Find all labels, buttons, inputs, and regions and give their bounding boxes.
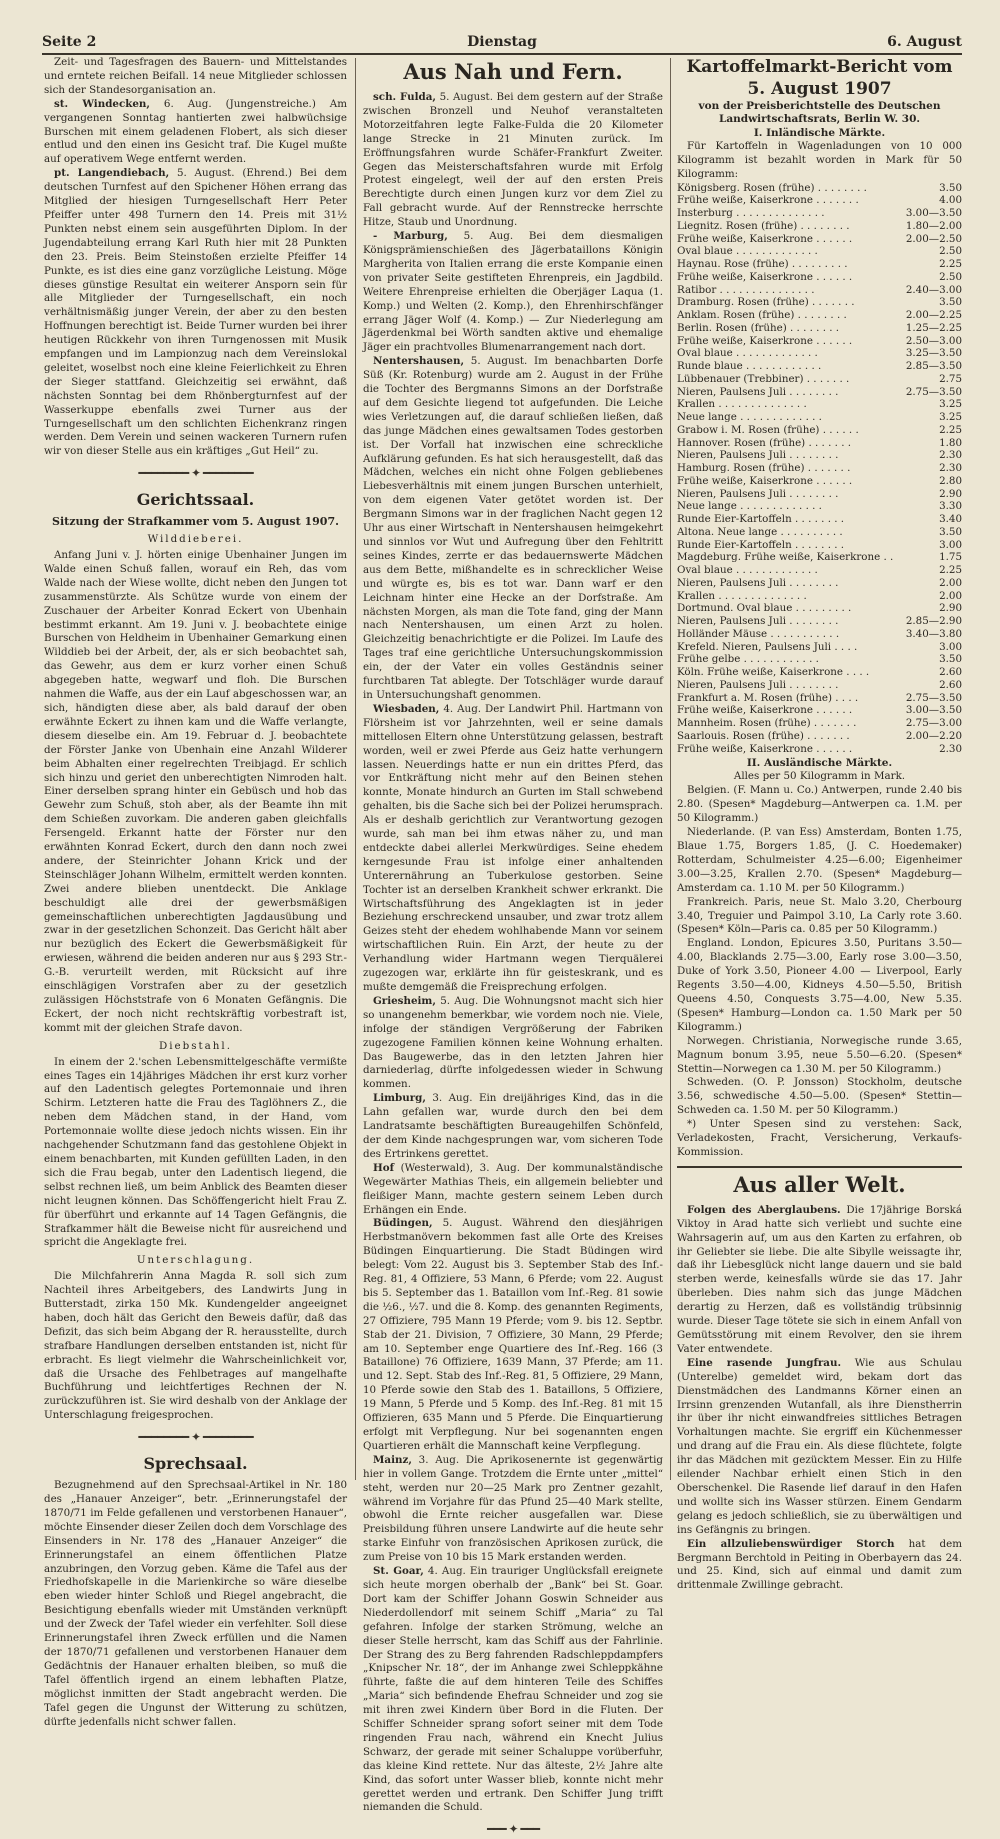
article-paragraph: Die Milchfahrerin Anna Magda R. soll sich zum Nachteil ihres Arbeitgebers, des Landwirts Jung in Butterstadt, zirka 150 Mk. Kundengelder angeeignet haben, doch hält das Gericht den Beweis dafür, daß das Defizit, das sich beim Abgang der R. herausstellte, durch strafbare Handlungen derselben entstanden ist, nicht für erbracht. Es liegt vielmehr die Wahrscheinlichkeit vor, daß die Ursache des Fehlbetrages auf mangelhafte Buchführung und leichtfertiges Rechnen der N. zurückzuführen ist. Sie wird deshalb von der Anklage der Unterschlagung freigesprochen. [44, 1270, 347, 1422]
price-row [677, 653, 962, 666]
price-row [677, 398, 962, 411]
section-heading-aus-nah-und-fern: Aus Nah und Fern. [403, 59, 623, 84]
market-name: Lübbenauer (Trebbiner) . . . . . . . [677, 372, 850, 385]
market-name: Frühe weiße, Kaiserkrone . . . . . . [677, 232, 853, 245]
price-row [677, 500, 962, 513]
market-name: Neue lange . . . . . . . . . . . . . [677, 411, 822, 424]
dateline: - Marburg, [373, 230, 448, 243]
column-divider-1 [355, 58, 356, 1480]
price-value: 2.75—3.50 [905, 691, 962, 704]
market-name: Dramburg. Rosen (frühe) . . . . . . . [677, 296, 855, 309]
price-row [677, 462, 962, 475]
price-value: 1.80—2.00 [905, 219, 962, 232]
price-value: 2.50 [939, 270, 962, 283]
price-row [677, 182, 962, 195]
price-value: 3.50 [939, 525, 962, 538]
market-footnote: *) Unter Spesen sind zu verstehen: Sack, Verladekosten, Fracht, Versicherung, Verkaufs-Kommission. [677, 1118, 962, 1158]
news-item: Hof (Westerwald), 3. Aug. Der kommunalständische Wegewärter Mathias Theis, ein allgemein beliebter und fleißiger Mann, machte gestern seinem Leben durch Erhängen ein Ende. [363, 1161, 663, 1216]
section-heading-gerichtssaal: Gerichtssaal. [136, 490, 255, 510]
price-row [677, 577, 962, 590]
section-rule [677, 1166, 962, 1168]
price-row [677, 347, 962, 360]
price-value: 3.00—3.50 [905, 704, 962, 717]
market-name: Nieren, Paulsens Juli . . . . . . . . [677, 449, 839, 462]
price-value: 2.80 [939, 474, 962, 487]
foreign-market-entry: Frankreich. Paris, neue St. Malo 3.20, Cherbourg 3.40, Treguier und Paimpol 3.10, La Carly rote 3.60. (Spesen* Köln—Paris ca. 0.85 per 50 Kilogramm.) [677, 895, 962, 936]
market-name: Nieren, Paulsens Juli . . . . . . . . [677, 576, 839, 589]
news-item: Limburg, 3. Aug. Ein dreijähriges Kind, das in die Lahn gefallen war, wurde durch den bei dem Landratsamte beschäftigten Bureaugehilfen Schönfeld, der dem Kinde nachgesprungen war, vom sicheren Tode des Ertrinkens gerettet. [363, 1092, 663, 1160]
article-paragraph: Eine rasende Jungfrau. Wie aus Schulau (Unterelbe) gemeldet wird, bekam dort das Dienstmädchen des Landmanns Körner einen an Irrsinn grenzenden Wutanfall, als ihre Dienstherrin ihr über ihr nicht einwandfreies sittliches Betragen Vorhaltungen machte. Sie ergriff ein Küchenmesser und drang auf die Frau ein. Als diese flüchtete, folgte ihr das Mädchen mit gezücktem Messer. Ein zu Hilfe eilender Nachbar erhielt einen Stich in den Oberschenkel. Die Rasende lief darauf in den Hafen und wollte sich ins Wasser stürzen. Einem Gendarm gelang es jedoch schließlich, sie zu überwältigen und ins Gefängnis zu bringen. [677, 1356, 963, 1536]
price-table [677, 182, 962, 756]
price-value: 3.40 [939, 513, 962, 526]
market-name: Frühe weiße, Kaiserkrone . . . . . . [677, 742, 853, 755]
foreign-market-entry: Norwegen. Christiania, Norwegische runde 3.65, Magnum bonum 3.95, neue 5.50—6.20. (Spesen* Stettin—Norwegen ca 1.30 M. per 50 Kilogramm.) [677, 1034, 962, 1075]
header-day: Dienstag [467, 34, 537, 50]
price-value: 2.00—2.25 [905, 309, 962, 322]
price-row [677, 730, 962, 743]
ornament-divider: ━━━━━━━━ ✦ ━━━━━━━━ [138, 1430, 253, 1445]
price-value: 2.25 [939, 564, 962, 577]
price-value: 2.60 [939, 678, 962, 691]
topic-heading: Wilddieberei. [147, 533, 244, 546]
market-report-title: Kartoffelmarkt-Bericht vom 5. August 1907 [686, 57, 953, 99]
ornament-divider: ━━━ ✦ ━━━ [486, 1822, 540, 1837]
price-row [677, 743, 962, 756]
right-column [677, 56, 962, 1593]
price-row [677, 666, 962, 679]
price-value: 2.25 [939, 258, 962, 271]
price-row [677, 194, 962, 207]
ornament-divider: ━━━━━━━━ ✦ ━━━━━━━━ [138, 466, 253, 481]
market-name: Runde Eier-Kartoffeln . . . . . . . . [677, 513, 845, 526]
dateline: st. Windecken, [54, 97, 150, 110]
topic-heading: Unterschlagung. [136, 1254, 255, 1267]
dateline: Hof [373, 1161, 395, 1174]
price-row [677, 271, 962, 284]
price-row [677, 386, 962, 399]
news-item: sch. Fulda, 5. August. Bei dem gestern auf der Straße zwischen Bronzell und Neuhof veranstalteten Motorzeitfahren legte Falke-Fulda die 20 Kilometer lange Strecke in 21 Minuten zurück. Im Eröffnungsfahren wurde Schäfer-Frankfurt Zweiter. Gegen das Meisterschaftsfahren wurde mit Erfolg Protest eingelegt, weil der auf den ersten Preis Berechtigte durch einen Jungen kurz vor dem Ziel zu Fall gebracht wurde. Auf der Rennstrecke herrschte Hitze, Staub und Unordnung. [363, 91, 663, 229]
price-value: 3.00—3.50 [905, 207, 962, 220]
market-name: Frühe gelbe . . . . . . . . . . . . [677, 653, 819, 666]
article-headline: Folgen des Aberglaubens. [687, 1203, 841, 1216]
price-value: 2.85—2.90 [905, 615, 962, 628]
market-name: Nieren, Paulsens Juli . . . . . . . . [677, 615, 839, 628]
article-headline: Ein allzuliebenswürdiger Storch [687, 1537, 895, 1550]
price-row [677, 207, 962, 220]
market-name: Hannover. Rosen (frühe) . . . . . . . [677, 436, 852, 449]
market-name: Haynau. Rose (frühe) . . . . . . . . . [677, 258, 848, 271]
market-report-source: von der Preisberichtstelle des Deutschen Landwirtschaftsrats, Berlin W. 30. [698, 100, 941, 125]
price-value: 4.00 [939, 194, 962, 207]
page-header [42, 30, 962, 54]
price-row [677, 475, 962, 488]
dateline: Griesheim, [373, 994, 436, 1007]
market-name: Hamburg. Rosen (frühe) . . . . . . . [677, 462, 851, 475]
price-value: 3.25 [939, 398, 962, 411]
market-name: Runde blaue . . . . . . . . . . . . [677, 360, 822, 373]
market-name: Holländer Mäuse . . . . . . . . . . . [677, 627, 840, 640]
market-name: Insterburg . . . . . . . . . . . . . . [677, 207, 825, 220]
price-row [677, 360, 962, 373]
price-value: 1.25—2.25 [905, 321, 962, 334]
price-row [677, 322, 962, 335]
article-paragraph: Ein allzuliebenswürdiger Storch hat dem Bergmann Berchtold in Peiting in Oberbayern das 24. und 25. Kind, sich auf einmal und damit zum drittenmale Zwillinge gebracht. [677, 1537, 962, 1592]
price-value: 2.00 [939, 589, 962, 602]
price-row [677, 564, 962, 577]
price-row [677, 615, 962, 628]
market-name: Krallen . . . . . . . . . . . . . . [677, 398, 807, 411]
news-item: - Marburg, 5. Aug. Bei dem diesmaligen Königsprämienschießen des Jägerbataillons Königin Margherita von Italien errang die erste Kompanie einen von privater Seite gestifteten Ehrenpreis, ein Jagdbild. Weitere Ehrenpreise erhielten die Oberjäger Laqua (1. Komp.) und Welten (2. Komp.), den Ehrenhirschfänger errang Jäger Wolf (4. Komp.) — Zur Niederlegung am Jägerdenkmal bei Wörth sandten aktive und ehemalige Jäger ein prachtvolles Blumenarrangement nach dort. [363, 230, 664, 354]
price-row [677, 424, 962, 437]
dateline: Limburg, [373, 1092, 426, 1105]
market-name: Runde Eier-Kartoffeln . . . . . . . . [677, 538, 845, 551]
price-row [677, 449, 962, 462]
price-row [677, 539, 962, 552]
price-value: 2.90 [939, 602, 962, 615]
foreign-market-entry: England. London, Epicures 3.50, Puritans 3.50—4.00, Blacklands 2.75—3.00, Early rose 3.00—3.50, Duke of York 3.50, Pioneer 4.00 — Liverpool, Early Regents 3.50—4.00, Kidneys 4.50—5.50, British Queens 4.50, Conquests 3.75—4.00, New 5.35. (Spesen* Hamburg—London ca. 1.50 Mark per 50 Kilogramm.) [677, 937, 962, 1033]
article-paragraph: Anfang Juni v. J. hörten einige Ubenhainer Jungen im Walde einen Schuß fallen, worauf ein Reh, das vom Walde nach der Wiese wollte, dicht neben den Jungen tot zusammenstürzte. Als Schütze wurde von einem der Zuschauer der Arbeiter Konrad Eckert von Ubenhain bestimmt erkannt. Am 19. Juni v. J. beobachtete einige Burschen von Heldheim in Ubenhainer Gemarkung einen Wilddieb bei der Arbeit, der, als er sich beobachtet sah, das Gewehr, aus dem er kurz vorher einen Schuß abgegeben hatte, wegwarf und floh. Die Burschen nahmen die Waffe, aus der ein Lauf abgeschossen war, an sich, händigten diese aber, als bald darauf der oben erwähnte Eckert zu ihnen kam und die Waffe verlangte, diesem dieselbe ein. Am 19. Februar d. J. beobachtete der Förster Janke von Ubenhain eine Anzahl Wilderer beim Abhalten einer regelrechten Treibjagd. Er schlich sich hinzu und geriet den unberechtigten Nimroden halt. Einer derselben sprang hinter ein Gebüsch und hob das Gewehr zum Schuß, stoh aber, als der Beamte ihn mit dem Schießen zuvorkam. Die anderen gaben gleichfalls Fersengeld. Erkannt hatte der Förster nur den erwähnten Konrad Eckert, durch den dann noch zwei andere, der Steinrichter Johann Krick und der Steinschläger Johann Wilhelm, ermittelt werden konnten. Zwei andere blieben unentdeckt. Die Anklage beschuldigt alle drei der gewerbsmäßigen gemeinschaftlichen unberechtigten Jagdausübung und zwar in der gesetzlichen Schonzeit. Das Gericht hält aber nur bezüglich des Eckert die Gewerbsmäßigkeit für erwiesen, während die beiden anderen nur aus § 293 Str.-G.-B. verurteilt werden, mit Rücksicht auf ihre einschlägigen Vorstrafen aber zu der gesetzlich zulässigen Höchststrafe von 6 Monaten Gefängnis. Die Eckert, der noch nicht rechtskräftig vorbestraft ist, kommt mit der gleichen Strafe davon. [44, 549, 347, 1034]
price-value: 2.30 [939, 462, 962, 475]
market-name: Nieren, Paulsens Juli . . . . . . . . [677, 487, 839, 500]
news-item: Griesheim, 5. Aug. Die Wohnungsnot macht sich hier so unangenehm bemerkbar, wie vordem noch nie. Viele, infolge der ständigen Vergrößerung der Fabriken zugezogene Familien können keine Wohnung erhalten. Das Baugewerbe, das in den letzten Jahren hier darniederlag, dürfte infolgedessen wieder in Schwung kommen. [363, 994, 663, 1091]
price-row [677, 335, 962, 348]
price-row [677, 590, 962, 603]
section-heading-sprechsaal: Sprechsaal. [143, 1454, 248, 1474]
market-name: Königsberg. Rosen (frühe) . . . . . . . . [677, 181, 867, 194]
column-divider-2 [670, 58, 671, 1480]
article-paragraph: Zeit- und Tagesfragen des Bauern- und Mittelstandes und erntete reichen Beifall. 14 neue Mitglieder schlossen sich der Standesorganisation an. [44, 56, 347, 96]
market-name: Frühe weiße, Kaiserkrone . . . . . . [677, 270, 853, 283]
article-paragraph: st. Windecken, 6. Aug. (Jungenstreiche.) Am vergangenen Sonntag hantierten zwei halbwüchsige Burschen mit einem geladenen Flobert, als sich dieser entlud und den einen ins Gesicht traf. Die Kugel mußte auf operativem Wege entfernt werden. [44, 97, 347, 166]
price-value: 3.50 [939, 653, 962, 666]
market-name: Dortmund. Oval blaue . . . . . . . . . [677, 602, 852, 615]
dateline: Mainz, [373, 1453, 412, 1466]
news-item: St. Goar, 4. Aug. Ein trauriger Unglücksfall ereignete sich heute morgen oberhalb der „Bank“ bei St. Goar. Dort kam der Schiffer Johann Goswin Schneider aus Niederdollendorf mit seinem Schiff „Maria“ zu Tal gefahren. Infolge der starken Strömung, welche an dieser Stelle herrscht, kam das Schiff aus der Fahrlinie. Der Strang des zu Berg fahrenden Radschleppdampfers „Knipscher Nr. 18“, der im Anhange zwei Schleppkähne führte, faßte die auf dem hinteren Teile des Schiffes „Maria“ sich befindende Ehefrau Schneider und zog sie mit ihren zwei Kindern über Bord in die Fluten. Der Schiffer Schneider sprang sofort seiner mit dem Tode ringenden Frau nach, während ein Knecht Julius Schwarz, der gerade mit seiner Schaluppe vorüberfuhr, das kleine Kind rettete. Nur das älteste, 2½ Jahre alte Kind, das sofort unter Wasser blieb, konnte nicht mehr gerettet werden und ertrank. Den Schiffer Jung trifft niemanden die Schuld. [363, 1565, 663, 1814]
market-name: Nieren, Paulsens Juli . . . . . . . . [677, 385, 839, 398]
price-value: 3.40—3.80 [905, 627, 962, 640]
price-value: 2.00—2.20 [905, 729, 962, 742]
article-paragraph: In einem der 2.'schen Lebensmittelgeschäfte vermißte eines Tages ein 14jähriges Mädchen ihr erst kurz vorher auf den Ladentisch gelegtes Portemonnaie und ihren Schirm. Letzteren hatte die Frau des Taglöhners Z., die neben dem Mädchen stand, in der Hand, vom Portemonnaie wollte diese jedoch nichts wissen. Ein ihr nachgehender Schutzmann fand das gestohlene Objekt in einem benachbarten, mit Kunden gefüllten Laden, in den sich die Frau begab, unter den Ladentisch liegend, die selbst rechnen ließ, um beim Anblick des Beamten dieser nicht leugnen können. Das Schöffengericht hielt Frau Z. für überführt und erkannte auf 14 Tagen Gefängnis, die Strafkammer hält die Beweise nicht für ausreichend und spricht die Angeklagte frei. [44, 1055, 347, 1249]
news-item: Büdingen, 5. August. Während den diesjährigen Herbstmanövern bekommen fast alle Orte des Kreises Büdingen Einquartierung. Die Stadt Büdingen wird belegt: Vom 22. August bis 3. September Stab des Inf.-Reg. 81, 4 Offiziere, 53 Mann, 6 Pferde; vom 22. August bis 5. September das 1. Bataillon vom Inf.-Reg. 81 sowie die ½6., ½7. und die 8. Komp. des genannten Regiments, 27 Offiziere, 795 Mann 19 Pferde; vom 9. bis 12. Septbr. Stab der 21. Division, 7 Offiziere, 30 Mann, 29 Pferde; am 10. September enge Quartiere des Inf.-Reg. 166 (3 Bataillone) 76 Offiziere, 1639 Mann, 37 Pferde; am 11. und 12. Sept. Stab des Inf.-Reg. 81, 5 Offiziere, 29 Mann, 10 Pferde sowie den Stab des 1. Bataillons, 5 Offiziere, 19 Mann, 5 Pferde und 5 Komp. des Inf.-Reg. 81 mit 15 Offizieren, 635 Mann und 5 Pferde. Die Einquartierung erfolgt mit Verpflegung. Nur bei sogenannten engen Quartieren erhält die Mannschaft keine Verpflegung. [363, 1217, 664, 1452]
foreign-markets-note: Alles per 50 Kilogramm in Mark. [733, 770, 906, 783]
price-value: 3.25—3.50 [905, 347, 962, 360]
market-name: Oval blaue . . . . . . . . . . . . . [677, 245, 818, 258]
foreign-market-entry: Belgien. (F. Mann u. Co.) Antwerpen, runde 2.40 bis 2.80. (Spesen* Magdeburg—Antwerpen ca. 1.M. per 50 Kilogramm.) [677, 784, 962, 825]
market-name: Frühe weiße, Kaiserkrone . . . . . . [677, 704, 853, 717]
market-name: Nieren, Paulsens Juli . . . . . . . . [677, 678, 839, 691]
market-name: Magdeburg. Frühe weiße, Kaiserkrone . . [677, 551, 894, 564]
price-value: 2.75—3.50 [905, 385, 962, 398]
market-name: Krefeld. Nieren, Paulsens Juli . . . . [677, 640, 858, 653]
market-name: Berlin. Rosen (frühe) . . . . . . . . [677, 321, 840, 334]
market-name: Oval blaue . . . . . . . . . . . . . [677, 564, 818, 577]
article-paragraph: pt. Langendiebach, 5. August. (Ehrend.) Bei dem deutschen Turnfest auf den Spichener Höhen errang das Mitglied der hiesigen Turngesellschaft Herr Peter Pfeiffer unter 498 Turnern den 14. Preis mit 31½ Punkten nebst einem sein ausgeführten Diplom. In der Jugendabteilung errang Karl Ruth hier mit 28 Punkten den 23. Preis. Beim Steinstoßen erzielte Pfeiffer 14 Punkte, es ist dies eine ganz vorzügliche Leistung. Möge dieses günstige Resultat ein weiterer Ansporn sein für alle Mitglieder der Turngesellschaft, ein noch verhältnismäßig junger Verein, der aber zu den besten Hoffnungen berechtigt ist. Beide Turner wurden bei ihrer heutigen Rückkehr von ihren Turngenossen mit Musik empfangen und im Lampionzug nach dem Vereinslokal geleitet, woselbst noch eine kleine Feierlichkeit zu Ehren der Sieger stattfand. Gleichzeitig sei erwähnt, daß nächsten Sonntag bei dem Rhönbergturnfest auf der Wasserkuppe ebenfalls zwei Turner aus der Turngesellschaft um den schlichten Eichenkranz ringen werden. Dem Verein und seinen wackeren Turnern rufen wir von dieser Stelle aus ein kräftiges „Gut Heil“ zu. [44, 167, 347, 458]
price-value: 3.00 [939, 640, 962, 653]
article-paragraph: Bezugnehmend auf den Sprechsaal-Artikel in Nr. 180 des „Hanauer Anzeiger“, betr. „Erinnerungstafel der 1870/71 im Felde gefallenen und verstorbenen Hanauer“, möchte Einsender dieser Zeilen doch dem Vorschlage des Einsenders in Nr. 178 des „Hanauer Anzeiger“ die Erinnerungstafel an einem öffentlichen Platze anzubringen, den Vorzug geben. Käme die Tafel aus der Friedhofskapelle in die Marienkirche so wäre dieselbe eben wieder hinter Schloß und Riegel angebracht, die Besichtigung ebenfalls wieder mit Umständen verknüpft und der Zweck der Tafel wieder ein verfehlter. Soll diese Erinnerungstafel ihren Zweck erfüllen und die Namen der 1870/71 gefallenen und verstorbenen Hanauer dem Gedächtnis der Hanauer erhalten bleiben, so muß die Tafel öffentlich irgend an einem lebhaften Platze, möglichst inmitten der Stadt angebracht werden. Die Tafel gegen die Ungunst der Witterung zu schützen, dürfte jedenfalls nicht schwer fallen. [44, 1479, 347, 1728]
dateline: Büdingen, [373, 1217, 433, 1230]
header-rule [42, 53, 962, 55]
price-row [677, 513, 962, 526]
market-name: Frühe weiße, Kaiserkrone . . . . . . . [677, 194, 859, 207]
price-row [677, 309, 962, 322]
market-intro: Für Kartoffeln in Wagenladungen von 10 000 Kilogramm ist bezahlt worden in Mark für 50 Kilogramm: [677, 140, 962, 180]
market-name: Krallen . . . . . . . . . . . . . . [677, 589, 807, 602]
price-row [677, 692, 962, 705]
price-row [677, 704, 962, 717]
market-name: Ratibor . . . . . . . . . . . . . . . [677, 283, 815, 296]
price-value: 2.90 [939, 487, 962, 500]
market-name: Altona. Neue lange . . . . . . . . . . [677, 525, 843, 538]
price-value: 2.75—3.00 [905, 717, 962, 730]
price-value: 1.80 [939, 436, 962, 449]
price-value: 2.60 [939, 666, 962, 679]
price-row [677, 679, 962, 692]
price-value: 2.75 [939, 372, 962, 385]
price-row [677, 641, 962, 654]
news-item: Mainz, 3. Aug. Die Aprikosenernte ist gegenwärtig hier in vollem Gange. Trotzdem die Ernte unter „mittel“ steht, werden nur 20—25 Mark pro Zentner gezahlt, während im Vorjahre für das Pfund 25—40 Mark stellte, obwohl die Ernte reicher ausgefallen war. Diese Preisbildung führen unsere Landwirte auf die heute sehr starke Einfuhr von französischen Aprikosen zurück, die zum Preise von 10 bis 15 Mark erstanden werden. [363, 1453, 663, 1564]
price-row [677, 526, 962, 539]
price-value: 2.30 [939, 742, 962, 755]
market-name: Mannheim. Rosen (frühe) . . . . . . . [677, 717, 857, 730]
section-heading-aus-aller-welt: Aus aller Welt. [733, 1171, 906, 1197]
price-row [677, 488, 962, 501]
market-name: Frühe weiße, Kaiserkrone . . . . . . [677, 334, 853, 347]
price-row [677, 411, 962, 424]
news-item: Nentershausen, 5. August. Im benachbarten Dorfe Süß (Kr. Rotenburg) wurde am 2. August in der Frühe die Tochter des Bergmanns Simons an der Dorfstraße auf dem Gesichte liegend tot aufgefunden. Die Leiche wies Verletzungen auf, die darauf schließen ließen, daß das junge Mädchen eines gewaltsamen Todes gestorben ist. Der Vorfall hat inzwischen eine schreckliche Aufklärung gefunden. Es hat sich herausgestellt, daß das Mädchen, welches ein nicht ohne Folgen gebliebenes Liebesverhältnis mit einem jungen Burschen unterhielt, von dem eigenen Vater getötet worden ist. Der Bergmann Simons war in der fraglichen Nacht gegen 12 Uhr aus einer Wirtschaft in Nentershausen heimgekehrt und sinnlos vor Wut und Aufregung über den Fehltritt seines Kindes, zerrte er das bedauernswerte Mädchen aus dem Bette, mißhandelte es in schrecklicher Weise und würgte es, bis es tot war. Dann warf er den Leichnam hinter eine Hecke an der Dorfstraße. Am nächsten Morgen, als man die Tote fand, ging der Mann nach Nentershausen, um einen Arzt zu holen. Gleichzeitig benachrichtigte er die Polizei. Im Laufe des Tages traf eine gerichtliche Untersuchungskommission ein, der der Vater ein volles Geständnis seiner furchtbaren Tat ablegte. Der Totschläger wurde darauf in Untersuchungshaft genommen. [363, 355, 663, 701]
middle-column [363, 56, 663, 1839]
sitting-heading: Sitzung der Strafkammer vom 5. August 1907. [52, 515, 339, 529]
price-value: 3.25 [939, 411, 962, 424]
price-value: 2.50 [939, 245, 962, 258]
dateline: St. Goar, [373, 1565, 424, 1578]
market-name: Anklam. Rosen (frühe) . . . . . . . . [677, 309, 847, 322]
foreign-markets-heading: II. Ausländische Märkte. [746, 757, 893, 770]
market-name: Liegnitz. Rosen (frühe) . . . . . . . . [677, 219, 850, 232]
dateline: pt. Langendiebach, [54, 167, 170, 180]
foreign-markets [677, 784, 962, 1118]
domestic-markets-heading: I. Inländische Märkte. [753, 127, 886, 139]
price-value: 2.00—2.50 [905, 232, 962, 245]
news-items [363, 91, 663, 1815]
price-row [677, 628, 962, 641]
price-row [677, 245, 962, 258]
price-row [677, 233, 962, 246]
price-value: 2.00 [939, 576, 962, 589]
price-value: 2.85—3.50 [905, 360, 962, 373]
market-name: Oval blaue . . . . . . . . . . . . . [677, 347, 818, 360]
market-name: Köln. Frühe weiße, Kaiserkrone . . . . [677, 666, 870, 679]
market-name: Frühe weiße, Kaiserkrone . . . . . . [677, 474, 853, 487]
price-value: 3.50 [939, 296, 962, 309]
market-name: Saarlouis. Rosen (frühe) . . . . . . . [677, 729, 850, 742]
price-row [677, 284, 962, 297]
page-number: Seite 2 [42, 34, 97, 50]
price-row [677, 551, 962, 564]
price-value: 2.25 [939, 423, 962, 436]
price-row [677, 437, 962, 450]
price-value: 2.30 [939, 449, 962, 462]
price-row [677, 602, 962, 615]
price-row [677, 220, 962, 233]
foreign-market-entry: Niederlande. (P. van Ess) Amsterdam, Bonten 1.75, Blaue 1.75, Borgers 1.85, (J. C. Hoedemaker) Rotterdam, Schulmeister 4.25—6.00; Eigenheimer 3.00—3.25, Krallen 2.70. (Spesen* Magdeburg—Amsterdam ca. 1.10 M. per 50 Kilogramm.) [677, 826, 962, 894]
topic-heading: Diebstahl. [159, 1039, 232, 1052]
price-value: 1.75 [939, 551, 962, 564]
price-row [677, 373, 962, 386]
left-column [44, 56, 347, 1729]
foreign-market-entry: Schweden. (O. P. Jonsson) Stockholm, deutsche 3.56, schwedische 4.50—5.00. (Spesen* Stettin—Schweden ca. 1.50 M. per 50 Kilogramm.) [677, 1076, 962, 1117]
article-paragraph: Folgen des Aberglaubens. Die 17jährige Borská Viktoy in Arad hatte sich verliebt und suchte eine Wahrsagerin auf, um aus den Karten zu erfahren, ob ihr Geliebter sie liebe. Die alte Sibylle weissagte ihr, daß ihr Liebesglück nicht lange dauern und sie bald sterben werde, keinesfalls würde sie das 17. Jahr überleben. Dies nahm sich das junge Mädchen derartig zu Herzen, daß es vollständig trübsinnig wurde. Dieser Tage tötete sie sich in einem Anfall von Gemütsstörung mit einem Revolver, den sie ihrem Vater entwendete. [677, 1203, 962, 1355]
dateline: Wiesbaden, [373, 702, 440, 715]
dateline: sch. Fulda, [373, 91, 437, 103]
price-value: 3.50 [939, 181, 962, 194]
news-item: Wiesbaden, 4. Aug. Der Landwirt Phil. Hartmann von Flörsheim ist vor Jahrzehnten, weil er seine damals mittellosen Eltern ohne Unterstützung gelassen, bestraft worden, weil er zwei Pferde aus Geiz hatte verhungern lassen. Neuerdings hatte er nun ein drittes Pferd, das vor Entkräftung nicht mehr auf den Beinen stehen konnte, Monate hindurch an Gurten im Stall schwebend gehalten, bis die Sache sich bei der Polizei herumsprach. Als er deshalb gerichtlich zur Verantwortung gezogen wurde, sah man bei ihm etwas näher zu, und man entdeckte dabei allerlei Merkwürdiges. Seine ehedem kerngesunde Frau ist infolge einer anhaltenden Unterernährung an Tuberkulose gestorben. Seine Tochter ist an derselben Krankheit schwer erkrankt. Die Wirtschaftsführung des Angeklagten ist in jeder Beziehung erschreckend unsauber, und zwar trotz allem Geizes steht der ehedem wohlhabende Mann vor seinem wirtschaftlichen Ruin. Ein Arzt, der heute zu der Verhandlung wider Hartmann wegen Tierquälerei zugezogen war, erklärte ihn für geisteskrank, und es mußte demgemäß die Freisprechung erfolgen. [363, 702, 663, 993]
price-row [677, 717, 962, 730]
market-name: Frankfurt a. M. Rosen (frühe) . . . . [677, 691, 859, 704]
header-date: 6. August [887, 34, 962, 50]
market-name: Grabow i. M. Rosen (frühe) . . . . . . [677, 423, 859, 436]
market-name: Neue lange . . . . . . . . . . . . . [677, 500, 822, 513]
price-value: 3.00 [939, 538, 962, 551]
dateline: Nentershausen, [373, 355, 465, 368]
price-row [677, 258, 962, 271]
price-value: 2.40—3.00 [905, 283, 962, 296]
article-headline: Eine rasende Jungfrau. [687, 1356, 842, 1369]
price-value: 3.30 [939, 500, 962, 513]
price-value: 2.50—3.00 [905, 334, 962, 347]
price-row [677, 296, 962, 309]
